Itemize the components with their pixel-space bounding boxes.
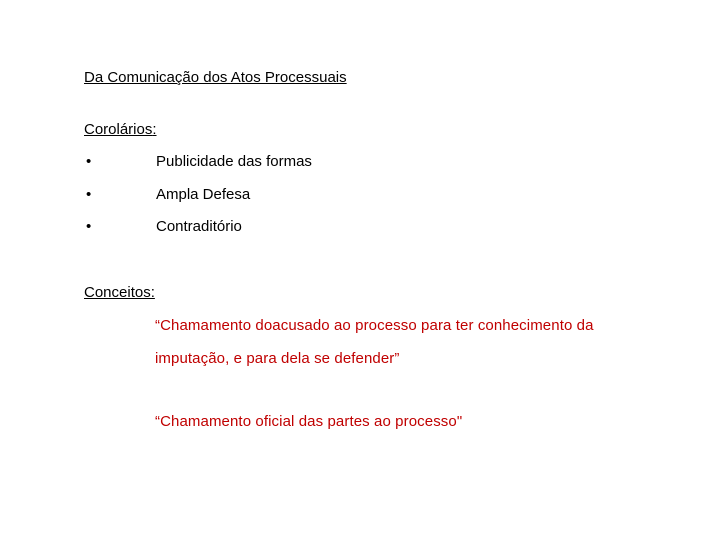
list-item: [86, 186, 486, 206]
list-item: [86, 218, 486, 238]
bullet-icon: •: [86, 186, 92, 203]
quote-2: “Chamamento oficial das partes ao processo": [155, 413, 463, 430]
conceitos-heading: Conceitos:: [84, 284, 155, 301]
bullet-icon: •: [86, 218, 92, 235]
bullet-icon: •: [86, 153, 92, 170]
list-item-text: Contraditório: [156, 218, 242, 235]
quote-1-line-2: imputação, e para dela se defender”: [155, 350, 400, 367]
corolarios-colon: :: [152, 121, 157, 138]
list-item-text: Ampla Defesa: [156, 186, 251, 203]
page-title: Da Comunicação dos Atos Processuais: [84, 69, 347, 86]
list-item: [86, 153, 486, 173]
corolarios-label: Corolários: [84, 121, 153, 138]
corolarios-heading: [84, 121, 157, 138]
list-item-text: Publicidade das formas: [156, 153, 312, 170]
quote-1-line-1: “Chamamento doacusado ao processo para ter conhecimento da: [155, 317, 594, 334]
